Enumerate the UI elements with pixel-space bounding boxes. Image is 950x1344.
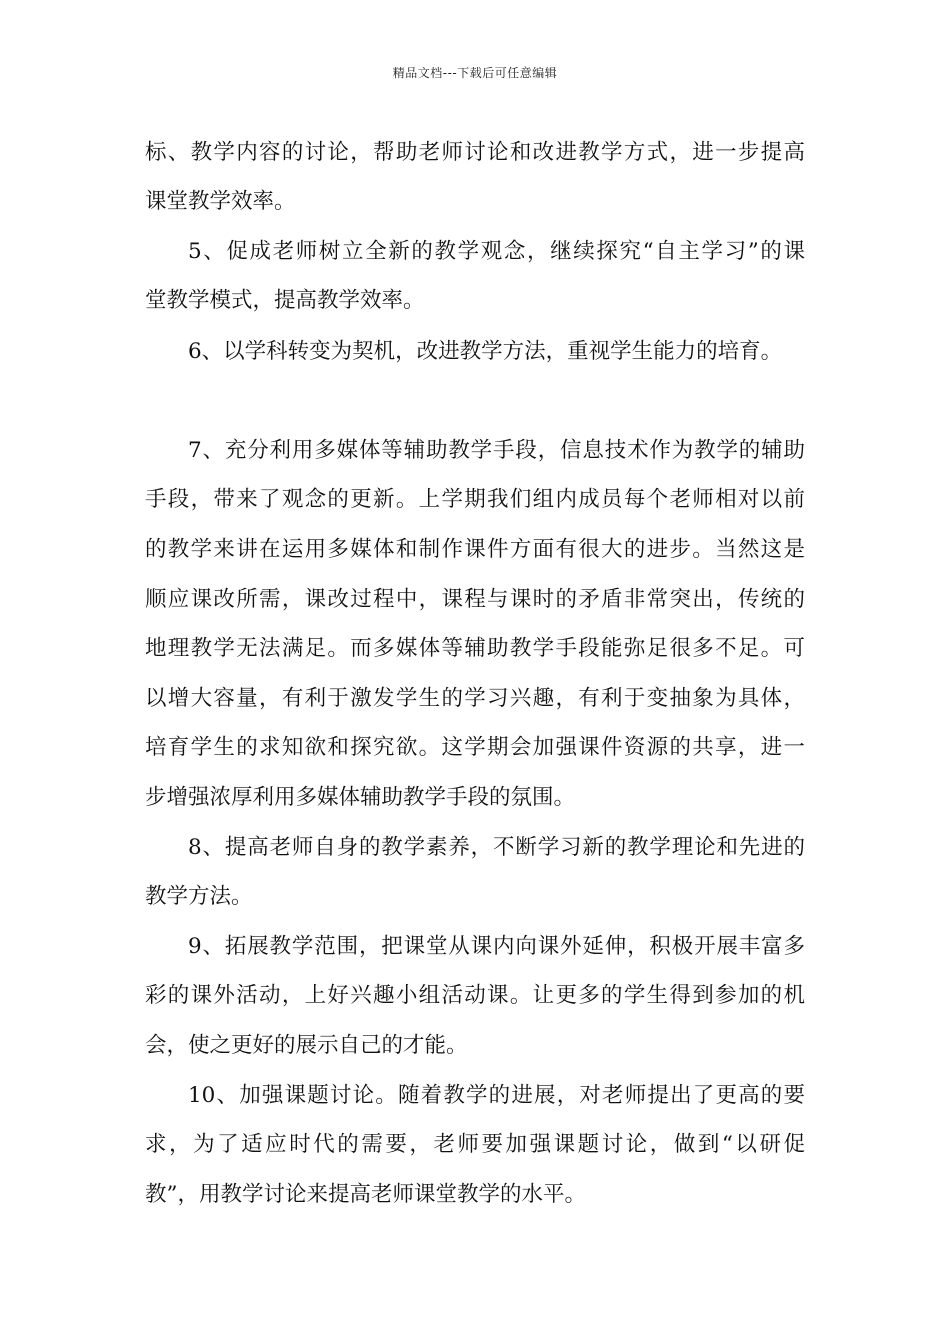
paragraph-line: 会，使之更好的展示自己的才能。: [145, 1033, 468, 1058]
paragraph-line: 求，为了适应时代的需要，老师要加强课题讨论，做到“以研促: [145, 1132, 805, 1157]
paragraph-line: 课堂教学效率。: [145, 189, 296, 214]
paragraph-line: 7、充分利用多媒体等辅助教学手段，信息技术作为教学的辅助: [188, 438, 805, 463]
paragraph-line: 以增大容量，有利于激发学生的学习兴趣，有利于变抽象为具体，: [145, 686, 805, 711]
paragraph-line: 5、促成老师树立全新的教学观念，继续探究“自主学习”的课: [188, 239, 805, 264]
paragraph-line: 手段，带来了观念的更新。上学期我们组内成员每个老师相对以前: [145, 487, 805, 512]
paragraph-line: 教学方法。: [145, 884, 253, 909]
paragraph-line: 的教学来讲在运用多媒体和制作课件方面有很大的进步。当然这是: [145, 537, 805, 562]
paragraph-line: 步增强浓厚利用多媒体辅助教学手段的氛围。: [145, 785, 576, 810]
paragraph-line: 地理教学无法满足。而多媒体等辅助教学手段能弥足很多不足。可: [145, 636, 805, 661]
paragraph-line: 6、以学科转变为契机，改进教学方法，重视学生能力的培育。: [188, 339, 783, 364]
paragraph-line: 培育学生的求知欲和探究欲。这学期会加强课件资源的共享，进一: [145, 735, 805, 760]
paragraph-line: 8、提高老师自身的教学素养，不断学习新的教学理论和先进的: [188, 835, 805, 860]
page-header: 精品文档---下载后可任意编辑: [392, 66, 558, 80]
paragraph-line: 堂教学模式，提高教学效率。: [145, 288, 425, 313]
paragraph-line: 10、加强课题讨论。随着教学的进展，对老师提出了更高的要: [188, 1083, 805, 1108]
paragraph-line: 彩的课外活动，上好兴趣小组活动课。让更多的学生得到参加的机: [145, 983, 805, 1008]
paragraph-line: 顺应课改所需，课改过程中，课程与课时的矛盾非常突出，传统的: [145, 587, 805, 612]
paragraph-line: 9、拓展教学范围，把课堂从课内向课外延伸，积极开展丰富多: [188, 934, 805, 959]
paragraph-line: 教”，用教学讨论来提高老师课堂教学的水平。: [145, 1182, 586, 1207]
paragraph-line: 标、教学内容的讨论，帮助老师讨论和改进教学方式，进一步提高: [145, 140, 805, 165]
